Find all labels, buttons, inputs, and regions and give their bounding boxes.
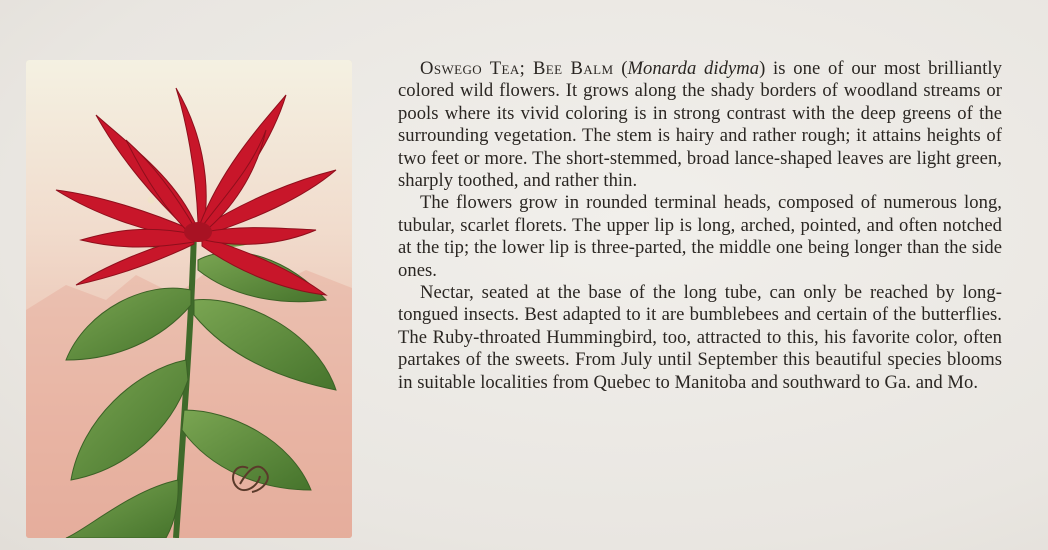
bee-balm-illustration bbox=[26, 60, 352, 538]
paragraph-2: The flowers grow in rounded terminal heads, composed of numerous long, tubular, scarlet florets. The upper lip is long, arched, pointed, and often notched at the tip; the lower lip is three-parted, the middle one being longer than the side ones. bbox=[398, 192, 1002, 281]
bee-balm-painting bbox=[26, 60, 352, 538]
paragraph-1-body: is one of our most brilliantly colored wild flowers. It grows along the shady borders of woodland streams or pools where its vivid coloring is in strong contrast with the deep greens of the surrounding vegetation. The stem is hairy and rather rough; it attains heights of two feet or more. The short-stemmed, broad lance-shaped leaves are light green, sharply toothed, and rather thin. bbox=[398, 58, 1002, 192]
common-name-1: Oswego Tea; bbox=[420, 58, 526, 79]
scientific-name: Monarda didyma bbox=[627, 58, 760, 79]
paragraph-3: Nectar, seated at the base of the long tube, can only be reached by long-tongued insects. Best adapted to it are bumblebees and certain of the butterflies. The Ruby-throated Hummingbird, too, attracted to this, his favorite color, often partakes of the sweets. From July until September this beautiful species blooms in suitable localities from Quebec to Manitoba and southward to Ga. and Mo. bbox=[398, 282, 1002, 393]
paragraph-1 bbox=[398, 58, 1002, 192]
article-text bbox=[398, 58, 1002, 394]
scientific-close-paren: ) bbox=[759, 58, 766, 79]
scientific-open-paren: ( bbox=[621, 58, 628, 79]
common-name-2: Bee Balm bbox=[532, 58, 614, 79]
